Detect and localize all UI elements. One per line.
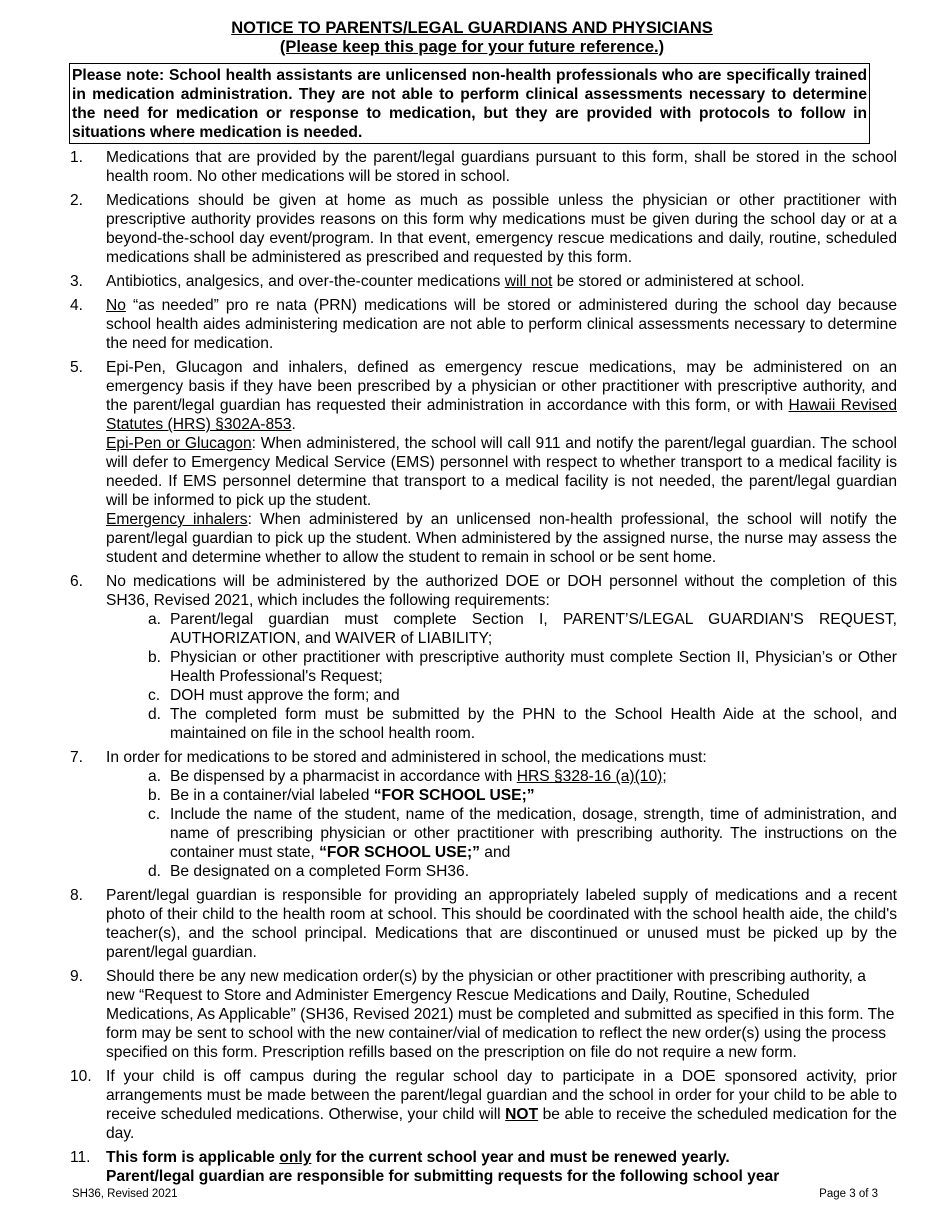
item-text: “as needed” pro re nata (PRN) medications will be stored or administered during the school day because school health aides administering medication are not able to perform clinical assessments necessary to determine the need for medication. [106, 297, 897, 352]
item-text: Should there be any new medication order(s) by the physician or other practitioner with prescribing authority, a new “Request to Store and Administer Emergency Rescue Medications and Daily, Routine, Scheduled Medications, As Applicable” (SH36, Revised 2021) must be completed and submitted as specified in this form. The form may be sent to school with the new container/vial of medication to reflect the new order(s) using the process specified on this form. Prescription refills based on the prescription on file do not require a new form. [106, 968, 895, 1061]
page-subtitle: (Please keep this page for your future reference.) [279, 38, 665, 56]
item-number: 7. [70, 749, 84, 766]
item-number: 8. [70, 887, 84, 904]
sub-letter: b. [148, 649, 162, 666]
sub-letter: b. [148, 787, 162, 804]
item-text: No medications will be administered by the authorized DOE or DOH personnel without the completion of this SH36, Revised 2021, which includes the following requirements: [106, 573, 897, 609]
list-item-2 [70, 191, 897, 267]
item-text: Medications that are provided by the parent/legal guardians pursuant to this form, shall be stored in the school health room. No other medications will be stored in school. [106, 149, 897, 185]
item-text: Epi-Pen, Glucagon and inhalers, defined as emergency rescue medications, may be administered on an emergency basis if they have been prescribed by a physician or other practitioner with prescriptive authority, and the parent/legal guardian has requested their administration in accordance with this form, or with [106, 359, 897, 414]
list-item-10 [70, 1067, 897, 1143]
note-box: Please note: School health assistants are unlicensed non-health professionals who are specifically trained in medication administration. They are not able to perform clinical assessments necessary to determine the need for medication or response to medication, but they are provided with protocols to follow in situations where medication is needed. [69, 63, 870, 144]
sub-letter: c. [148, 687, 161, 704]
item-number: 4. [70, 297, 84, 314]
list-item-7 [70, 748, 897, 767]
item-underlined-text: only [279, 1149, 312, 1166]
sub-letter: d. [148, 863, 162, 880]
item-number: 11. [70, 1149, 91, 1166]
item-text: be able to receive the scheduled medication for the day. [106, 1106, 897, 1142]
item-text: Antibiotics, analgesics, and over-the-counter medications [106, 273, 505, 290]
item-number: 3. [70, 273, 84, 290]
item-paragraph-inhalers [106, 510, 897, 567]
footer-page-number: Page 3 of 3 [819, 1188, 878, 1200]
list-item-3 [70, 272, 897, 291]
paragraph-heading: Epi-Pen or Glucagon [106, 435, 252, 452]
sub-text: and [479, 844, 511, 861]
list-item-9 [70, 967, 897, 1062]
item-text: be stored or administered at school. [552, 273, 805, 290]
item-text: Parent/legal guardian are responsible for submitting requests for the following school year [106, 1168, 780, 1185]
item-number: 5. [70, 359, 84, 376]
item-text: : When administered by an unlicensed non-health professional, the school will notify the parent/legal guardian to pick up the student. When administered by the assigned nurse, the nurse may assess the student and determine whether to allow the student to remain in school or be sent home. [106, 511, 897, 566]
page-title: NOTICE TO PARENTS/LEGAL GUARDIANS AND PHYSICIANS [231, 19, 713, 37]
sub-text: DOH must approve the form; and [170, 687, 400, 704]
statute-reference: Hawaii Revised Statutes (HRS) §302A-853 [106, 397, 897, 433]
item-text: . [291, 416, 296, 433]
sub-text: Be designated on a completed Form SH36. [170, 863, 470, 880]
sub-text: ; [662, 768, 667, 785]
sub-item [70, 805, 897, 862]
sub-text: Include the name of the student, name of the medication, dosage, strength, time of administration, and name of prescribing physician or other practitioner with prescribing authority. The instructions on the container must state, [170, 806, 897, 861]
sub-item [70, 686, 897, 705]
sublist-6 [70, 610, 897, 743]
footer-form-id: SH36, Revised 2021 [72, 1188, 178, 1200]
item-paragraph [106, 358, 897, 434]
list-item-4 [70, 296, 897, 353]
list-item-6 [70, 572, 897, 610]
sub-text: Parent/legal guardian must complete Section I, PARENT’S/LEGAL GUARDIAN'S REQUEST, AUTHORIZATION, and WAIVER of LIABILITY; [170, 611, 897, 647]
sub-bold-text: “FOR SCHOOL USE;” [373, 787, 535, 804]
item-text: This form is applicable [106, 1149, 280, 1166]
item-number: 9. [70, 968, 84, 985]
item-text: Medications should be given at home as much as possible unless the physician or other practitioner with prescriptive authority provides reasons on this form why medications must be given during the school day or at a beyond-the-school day event/program. In that event, emergency rescue medications and daily, routine, scheduled medications shall be administered as prescribed and requested by this form. [106, 192, 897, 266]
item-number: 1. [70, 149, 84, 166]
sub-text: The completed form must be submitted by the PHN to the School Health Aide at the school, and maintained on file in the school health room. [170, 706, 897, 742]
sub-item [70, 610, 897, 648]
item-text: for the current school year and must be renewed yearly. [311, 1149, 730, 1166]
item-paragraph-epipen [106, 434, 897, 510]
item-emphasis: NOT [505, 1106, 539, 1123]
statute-reference: HRS §328-16 (a)(10) [516, 768, 663, 785]
item-underlined-text: will not [504, 273, 553, 290]
sublist-7 [70, 767, 897, 881]
list-item-11 [70, 1148, 897, 1186]
item-text: Parent/legal guardian is responsible for providing an appropriately labeled supply of medications and a recent photo of their child to the health room at school. This should be coordinated with the school health aide, the child's teacher(s), and the school principal. Medications that are discontinued or unused must be picked up by the parent/legal guardian. [106, 887, 897, 961]
sub-item [70, 705, 897, 743]
sub-text: Physician or other practitioner with prescriptive authority must complete Section II, Physician’s or Other Health Professional's Request; [170, 649, 897, 685]
sub-letter: a. [148, 611, 162, 628]
item-underlined-text: No [106, 297, 126, 314]
sub-item [70, 786, 897, 805]
item-number: 6. [70, 573, 84, 590]
sub-text: Be in a container/vial labeled [170, 787, 374, 804]
item-number: 10. [70, 1068, 92, 1085]
item-number: 2. [70, 192, 84, 209]
list-item-8 [70, 886, 897, 962]
list-item-1 [70, 148, 897, 186]
list-item-5 [70, 358, 897, 567]
sub-item [70, 862, 897, 881]
paragraph-heading: Emergency inhalers [106, 511, 248, 528]
sub-item [70, 767, 897, 786]
sub-letter: c. [148, 806, 161, 823]
sub-item [70, 648, 897, 686]
item-text: In order for medications to be stored and administered in school, the medications must: [106, 749, 707, 766]
sub-text: Be dispensed by a pharmacist in accordance with [170, 768, 517, 785]
sub-letter: a. [148, 768, 162, 785]
item-text: If your child is off campus during the regular school day to participate in a DOE sponsored activity, prior arrangements must be made between the parent/legal guardian and the school in order for your child to be able to receive scheduled medications. Otherwise, your child will [106, 1068, 897, 1123]
item-text: : When administered, the school will call 911 and notify the parent/legal guardian. The school will defer to Emergency Medical Service (EMS) personnel with respect to whether transport to a medical facility is needed. If EMS personnel determine that transport to a medical facility is not needed, the parent/legal guardian will be informed to pick up the student. [106, 435, 897, 509]
sub-letter: d. [148, 706, 162, 723]
sub-bold-text: “FOR SCHOOL USE;” [319, 844, 480, 861]
notice-list [70, 148, 897, 1191]
